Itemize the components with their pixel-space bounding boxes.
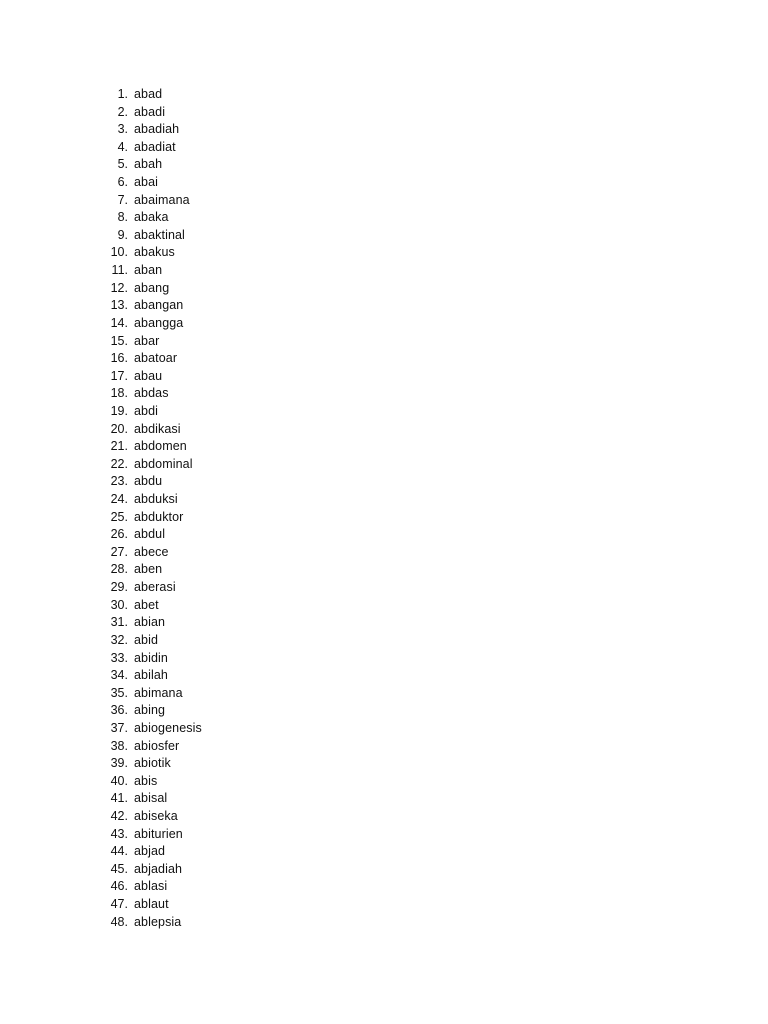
list-item-word: abdominal [134, 456, 193, 471]
list-item-number: 7. [117, 192, 128, 207]
list-item [100, 209, 202, 227]
list-item-number: 31. [110, 615, 128, 630]
list-item-number: 45. [110, 861, 128, 876]
list-item-number: 19. [110, 403, 128, 418]
list-item-word: abid [134, 632, 159, 647]
list-item [100, 667, 202, 685]
list-item [100, 473, 202, 491]
list-item [100, 755, 202, 773]
list-item-word: ablaut [134, 897, 169, 912]
list-item-number: 5. [117, 157, 128, 172]
list-item-word: abangga [134, 315, 184, 330]
list-item-word: abjad [134, 844, 166, 859]
list-item [100, 597, 202, 615]
list-item-word: abaka [134, 210, 169, 225]
list-item-word: abadi [134, 104, 166, 119]
list-item-word: abau [134, 368, 163, 383]
list-item [100, 280, 202, 298]
list-item-word: abdi [134, 403, 159, 418]
list-item-word: abad [134, 87, 163, 101]
list-item-word: aberasi [134, 580, 176, 595]
list-item-number: 8. [117, 210, 128, 225]
list-item-number: 15. [110, 333, 128, 348]
list-item [100, 509, 202, 527]
list-item-word: abjadiah [134, 861, 183, 876]
list-item-number: 46. [110, 879, 128, 894]
list-item-word: abduksi [134, 492, 178, 507]
list-item-word: abiotik [134, 756, 171, 771]
list-item-word: abai [134, 175, 159, 190]
list-item-word: abadiah [134, 122, 180, 137]
list-item [100, 192, 202, 210]
list-item-number: 42. [110, 808, 128, 823]
list-item [100, 156, 202, 174]
list-item-word: abiosfer [134, 738, 180, 753]
list-item-word: abece [134, 544, 169, 559]
list-item [100, 421, 202, 439]
list-item-word: abidin [134, 650, 168, 665]
list-item [100, 174, 202, 192]
list-item-number: 32. [110, 632, 128, 647]
list-item-word: aben [134, 562, 163, 577]
list-item-word: abimana [134, 685, 183, 700]
list-item-word: abah [134, 157, 163, 172]
list-item-number: 41. [110, 791, 128, 806]
list-item-word: abis [134, 773, 158, 788]
list-item-number: 11. [111, 263, 128, 278]
list-item [100, 403, 202, 421]
list-item-number: 24. [110, 492, 128, 507]
list-item [100, 121, 202, 139]
list-item-word: abadiat [134, 139, 176, 154]
list-item-number: 21. [110, 439, 128, 454]
list-item [100, 86, 202, 104]
list-item-number: 23. [110, 474, 128, 489]
list-item-number: 39. [110, 756, 128, 771]
list-item-word: abilah [134, 668, 168, 683]
list-item-word: abduktor [134, 509, 184, 524]
list-item-number: 36. [110, 703, 128, 718]
list-item [100, 773, 202, 791]
list-item-number: 48. [110, 914, 128, 929]
list-item [100, 685, 202, 703]
list-item-number: 37. [110, 720, 128, 735]
list-item-word: abaktinal [134, 227, 185, 242]
list-item-number: 16. [110, 351, 128, 366]
list-item [100, 896, 202, 914]
list-item-word: abang [134, 280, 170, 295]
list-item-number: 40. [110, 773, 128, 788]
list-item [100, 632, 202, 650]
list-item-word: abet [134, 597, 159, 612]
list-item-word: abdul [134, 527, 166, 542]
list-item-number: 35. [110, 685, 128, 700]
list-item [100, 333, 202, 351]
list-item-number: 13. [110, 298, 128, 313]
list-item [100, 438, 202, 456]
list-item-word: abdu [134, 474, 163, 489]
list-item [100, 227, 202, 245]
word-list [100, 86, 202, 931]
list-item-word: abakus [134, 245, 175, 260]
list-item-number: 29. [110, 580, 128, 595]
list-item [100, 702, 202, 720]
list-item-number: 14. [110, 315, 128, 330]
list-item-word: abdomen [134, 439, 187, 454]
list-item-word: abiseka [134, 808, 178, 823]
list-item-word: abiogenesis [134, 720, 202, 735]
list-item [100, 526, 202, 544]
list-item-word: abian [134, 615, 166, 630]
list-item [100, 544, 202, 562]
list-item [100, 914, 202, 932]
list-item [100, 139, 202, 157]
list-item [100, 297, 202, 315]
list-item [100, 315, 202, 333]
list-item-number: 10. [110, 245, 128, 260]
list-item [100, 491, 202, 509]
list-item [100, 614, 202, 632]
list-item [100, 738, 202, 756]
list-item [100, 861, 202, 879]
list-item [100, 456, 202, 474]
list-item-word: ablepsia [134, 914, 182, 929]
list-item-word: abatoar [134, 351, 178, 366]
list-item-word: abing [134, 703, 166, 718]
list-item-number: 12. [110, 280, 128, 295]
list-item-number: 27. [110, 544, 128, 559]
list-item-number: 44. [110, 844, 128, 859]
list-item-number: 17. [110, 368, 128, 383]
list-item-number: 43. [110, 826, 128, 841]
list-item-number: 22. [110, 456, 128, 471]
list-item-number: 28. [110, 562, 128, 577]
list-item [100, 579, 202, 597]
list-item [100, 350, 202, 368]
list-item-number: 9. [117, 227, 128, 242]
list-item-number: 6. [117, 175, 128, 190]
list-item [100, 262, 202, 280]
list-item-number: 33. [110, 650, 128, 665]
list-item [100, 843, 202, 861]
list-item-number: 4. [117, 139, 128, 154]
list-item [100, 720, 202, 738]
list-item-number: 34. [110, 668, 128, 683]
list-item-word: abaimana [134, 192, 190, 207]
list-item-word: abdikasi [134, 421, 181, 436]
list-item [100, 244, 202, 262]
list-item [100, 826, 202, 844]
list-item-number: 18. [110, 386, 128, 401]
list-item-word: abar [134, 333, 160, 348]
list-item [100, 808, 202, 826]
list-item [100, 878, 202, 896]
list-item-number: 26. [110, 527, 128, 542]
list-item [100, 368, 202, 386]
list-item-word: ablasi [134, 879, 168, 894]
list-item [100, 790, 202, 808]
list-item-word: abisal [134, 791, 168, 806]
list-item [100, 385, 202, 403]
list-item-number: 25. [110, 509, 128, 524]
list-item-word: abdas [134, 386, 169, 401]
list-item-number: 38. [110, 738, 128, 753]
list-item-number: 20. [110, 421, 128, 436]
list-item-word: abiturien [134, 826, 183, 841]
list-item-number: 47. [110, 897, 128, 912]
list-item [100, 104, 202, 122]
list-item [100, 650, 202, 668]
list-item-number: 2. [117, 104, 128, 119]
list-item-number: 3. [117, 122, 128, 137]
list-item-number: 1. [117, 87, 128, 101]
list-item-word: abangan [134, 298, 184, 313]
list-item [100, 561, 202, 579]
list-item-number: 30. [110, 597, 128, 612]
list-item-word: aban [134, 263, 163, 278]
